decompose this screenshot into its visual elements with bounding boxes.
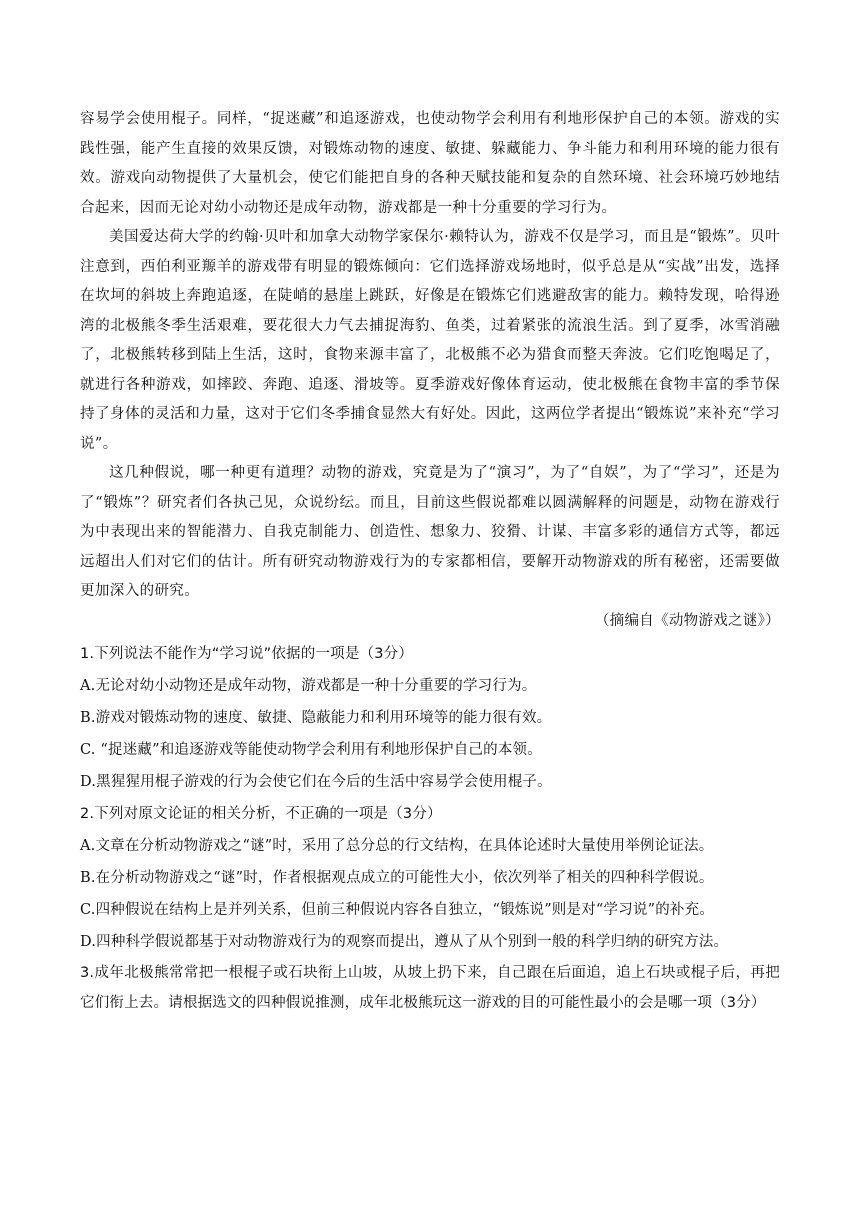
option-c: C. “捉迷藏”和追逐游戏等能使动物学会利用有利地形保护自己的本领。: [80, 742, 542, 758]
passage-paragraph-3: 这几种假说，哪一种更有道理？动物的游戏，究竟是为了“演习”，为了“自娱”，为了“学习”，还是为了“锻炼”？研究者们各执己见，众说纷纭。而且，目前这些假说都难以圆满解释的问题是，动物在游戏行为中表现出来的智能潜力、自我克制能力、创造性、想象力、狡猾、计谋、丰富多彩的通信方式等，都远远超出人们对它们的估计。所有研究动物游戏行为的专家都相信，要解开动物游戏的所有秘密，还需要做更加深入的研究。: [80, 465, 780, 599]
option-d: D.四种科学假说都基于对动物游戏行为的观察而提出，遵从了从个别到一般的科学归纳的研究方法。: [80, 934, 729, 950]
option-b: B.游戏对锻炼动物的速度、敏捷、隐蔽能力和利用环境等的能力很有效。: [80, 710, 552, 726]
passage-paragraph-1: 容易学会使用棍子。同样，“捉迷藏”和追逐游戏，也使动物学会利用有利地形保护自己的本领。游戏的实践性强，能产生直接的效果反馈，对锻炼动物的速度、敏捷、躲藏能力、争斗能力和利用环境的能力很有效。游戏向动物提供了大量机会，使它们能把自身的各种天赋技能和复杂的自然环境、社会环境巧妙地结合起来，因而无论对幼小动物还是成年动物，游戏都是一种十分重要的学习行为。: [80, 111, 780, 216]
passage-source: （摘编自《动物游戏之谜》）: [594, 612, 780, 629]
option-a: A.文章在分析动物游戏之“谜”时，采用了总分总的行文结构，在具体论述时大量使用举例论证法。: [80, 838, 714, 854]
question-3: [80, 958, 780, 1018]
question-1: [80, 638, 780, 798]
question-stem: 1.下列说法不能作为“学习说”依据的一项是（3分）: [80, 646, 414, 662]
option-d: D.黑猩猩用棍子游戏的行为会使它们在今后的生活中容易学会使用棍子。: [80, 774, 552, 790]
passage: [80, 105, 780, 607]
question-2: [80, 798, 780, 958]
passage-paragraph-2: 美国爱达荷大学的约翰·贝叶和加拿大动物学家保尔·赖特认为，游戏不仅是学习，而且是“锻炼”。贝叶注意到，西伯利亚羱羊的游戏带有明显的锻炼倾向：它们选择游戏场地时，似乎总是从“实战”出发，选择在坎坷的斜坡上奔跑追逐，在陡峭的悬崖上跳跃，好像是在锻炼它们逃避敌害的能力。赖特发现，哈得逊湾的北极熊冬季生活艰难，要花很大力气去捕捉海豹、鱼类，过着紧张的流浪生活。到了夏季，冰雪消融了，北极熊转移到陆上生活，这时，食物来源丰富了，北极熊不必为猎食而整天奔波。它们吃饱喝足了，就进行各种游戏，如摔跤、奔跑、追逐、滑坡等。夏季游戏好像体育运动，使北极熊在食物丰富的季节保持了身体的灵活和力量，这对于它们冬季捕食显然大有好处。因此，这两位学者提出“锻炼说”来补充“学习说”。: [80, 229, 780, 452]
document-page: [80, 105, 780, 1018]
option-a: A.无论对幼小动物还是成年动物，游戏都是一种十分重要的学习行为。: [80, 678, 537, 694]
question-stem: 3.成年北极熊常常把一根棍子或石块衔上山坡，从坡上扔下来，自己跟在后面追，追上石块或棍子后，再把它们衔上去。请根据选文的四种假说推测，成年北极熊玩这一游戏的目的可能性最小的会是哪一项（3分）: [80, 965, 780, 1011]
option-b: B.在分析动物游戏之“谜”时，作者根据观点成立的可能性大小，依次列举了相关的四种科学假说。: [80, 870, 714, 886]
option-c: C.四种假说在结构上是并列关系，但前三种假说内容各自独立，“锻炼说”则是对“学习说”的补充。: [80, 902, 715, 918]
question-list: [80, 638, 780, 1018]
question-stem: 2.下列对原文论证的相关分析，不正确的一项是（3分）: [80, 806, 442, 822]
